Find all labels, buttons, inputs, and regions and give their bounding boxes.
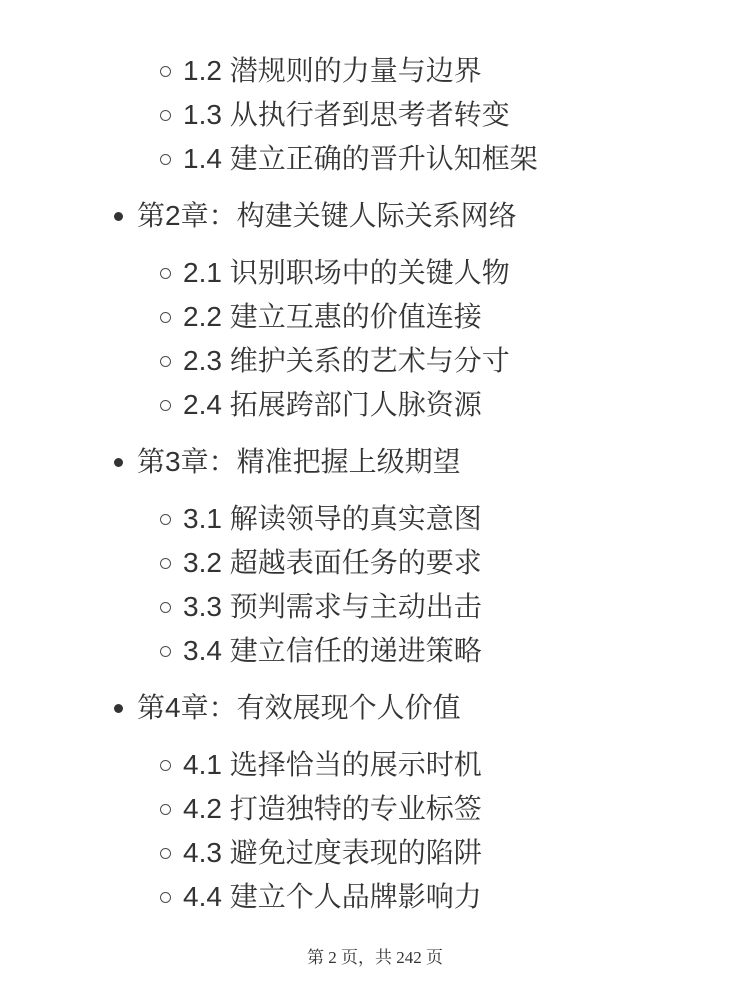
toc-subitem <box>0 541 750 585</box>
toc-subitem-label: 1.3 从执行者到思考者转变 <box>183 99 510 130</box>
disc-bullet-icon <box>114 704 123 713</box>
circle-bullet-icon <box>160 646 171 657</box>
toc-subitem <box>0 383 750 427</box>
toc-subitem-label: 4.2 打造独特的专业标签 <box>183 793 482 824</box>
disc-bullet-icon <box>114 458 123 467</box>
circle-bullet-icon <box>160 892 171 903</box>
page-footer <box>0 943 750 968</box>
toc-chapter <box>0 440 750 484</box>
circle-bullet-icon <box>160 848 171 859</box>
toc-subitem <box>0 251 750 295</box>
toc-chapter <box>0 194 750 238</box>
toc-subitem <box>0 743 750 787</box>
toc-subitem <box>0 339 750 383</box>
toc-subitem-label: 3.1 解读领导的真实意图 <box>183 503 482 534</box>
circle-bullet-icon <box>160 154 171 165</box>
toc-subitem-label: 4.1 选择恰当的展示时机 <box>183 749 482 780</box>
toc-subitem <box>0 137 750 181</box>
toc-chapter-label: 第3章：精准把握上级期望 <box>137 446 461 477</box>
circle-bullet-icon <box>160 558 171 569</box>
page-indicator: 第 2 页，共 242 页 <box>307 948 443 967</box>
toc-subitem-label: 3.2 超越表面任务的要求 <box>183 547 482 578</box>
toc-subitem <box>0 629 750 673</box>
circle-bullet-icon <box>160 514 171 525</box>
toc-subitem <box>0 295 750 339</box>
disc-bullet-icon <box>114 212 123 221</box>
circle-bullet-icon <box>160 400 171 411</box>
toc-chapter-label: 第2章：构建关键人际关系网络 <box>137 200 517 231</box>
toc-subitem-label: 2.2 建立互惠的价值连接 <box>183 301 482 332</box>
toc-subitem-label: 2.4 拓展跨部门人脉资源 <box>183 389 482 420</box>
toc-subitem <box>0 831 750 875</box>
toc-subitem-label: 4.3 避免过度表现的陷阱 <box>183 837 482 868</box>
toc-chapter <box>0 686 750 730</box>
toc-subitem <box>0 93 750 137</box>
circle-bullet-icon <box>160 268 171 279</box>
toc-subitem <box>0 49 750 93</box>
circle-bullet-icon <box>160 110 171 121</box>
circle-bullet-icon <box>160 804 171 815</box>
toc-subitem-label: 1.4 建立正确的晋升认知框架 <box>183 143 538 174</box>
toc-subitem <box>0 875 750 919</box>
toc-subitem <box>0 585 750 629</box>
toc-subitem-label: 4.4 建立个人品牌影响力 <box>183 881 482 912</box>
circle-bullet-icon <box>160 760 171 771</box>
toc-subitem-label: 2.3 维护关系的艺术与分寸 <box>183 345 510 376</box>
toc-subitem-label: 1.2 潜规则的力量与边界 <box>183 55 482 86</box>
toc-subitem-label: 2.1 识别职场中的关键人物 <box>183 257 510 288</box>
toc-subitem <box>0 787 750 831</box>
toc-subitem-label: 3.4 建立信任的递进策略 <box>183 635 482 666</box>
circle-bullet-icon <box>160 312 171 323</box>
circle-bullet-icon <box>160 66 171 77</box>
toc-subitem-label: 3.3 预判需求与主动出击 <box>183 591 482 622</box>
circle-bullet-icon <box>160 602 171 613</box>
toc-subitem <box>0 497 750 541</box>
circle-bullet-icon <box>160 356 171 367</box>
toc-chapter-label: 第4章：有效展现个人价值 <box>137 692 461 723</box>
